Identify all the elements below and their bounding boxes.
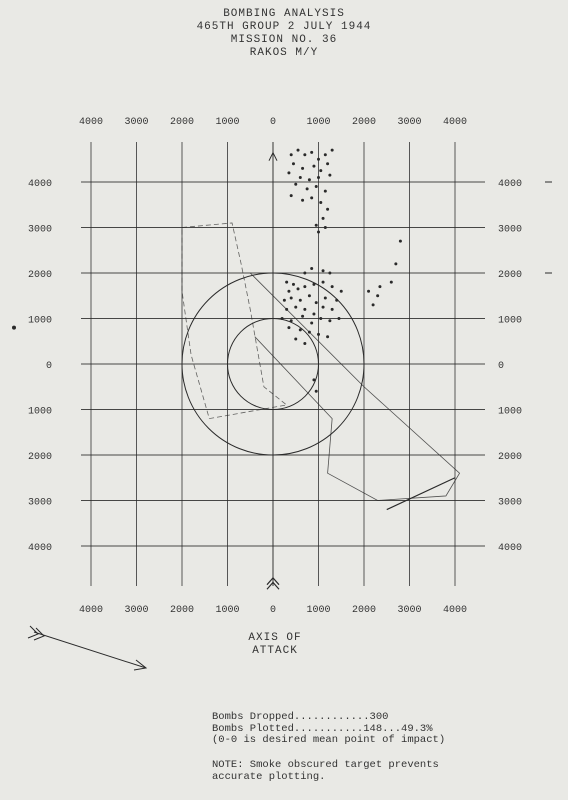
bomb-impact-point xyxy=(378,285,381,288)
x-tick-label-top: 4000 xyxy=(442,117,468,128)
bomb-impact-point xyxy=(301,167,304,170)
bombs-dropped: Bombs Dropped............300 xyxy=(212,711,389,723)
bomb-impact-point xyxy=(292,283,295,286)
plotting-note-line-1: NOTE: Smoke obscured target prevents xyxy=(212,759,439,771)
title-line-4: RAKOS M/Y xyxy=(249,47,319,59)
axis-of-attack-label-2: ATTACK xyxy=(252,645,298,657)
x-tick-label-bottom: 3000 xyxy=(124,605,149,616)
bomb-impact-point xyxy=(328,272,331,275)
x-tick-label-top: 2000 xyxy=(351,117,377,128)
y-tick-label-right: 4000 xyxy=(498,543,523,554)
x-tick-label-top: 4000 xyxy=(78,117,104,128)
bomb-impact-point xyxy=(294,183,297,186)
bomb-impact-point xyxy=(306,187,309,190)
y-tick-label-left: 2000 xyxy=(27,270,52,281)
bomb-impact-point xyxy=(285,281,288,284)
x-tick-label-top: 0 xyxy=(269,117,277,128)
y-tick-label-right: 4000 xyxy=(498,179,523,190)
bomb-impact-point xyxy=(285,308,288,311)
bomb-impact-point xyxy=(281,317,284,320)
y-tick-label-left: 3000 xyxy=(27,224,52,236)
bomb-impact-point xyxy=(287,290,290,293)
bomb-impact-point xyxy=(319,317,322,320)
bomb-impact-point xyxy=(287,326,290,329)
bomb-impact-point xyxy=(301,199,304,202)
bomb-impact-point xyxy=(312,283,315,286)
bomb-impact-point xyxy=(335,299,338,302)
bomb-impact-point xyxy=(310,196,313,199)
x-tick-label-bottom: 3000 xyxy=(397,605,422,616)
bomb-impact-point xyxy=(317,231,320,234)
bomb-impact-point xyxy=(310,267,313,270)
bomb-impact-point xyxy=(297,149,300,152)
bomb-stats xyxy=(212,712,445,747)
x-tick-label-top: 3000 xyxy=(397,117,422,128)
bomb-impact-point xyxy=(292,162,295,165)
bomb-impact-point xyxy=(376,294,379,297)
bomb-impact-point xyxy=(322,269,325,272)
plotting-note xyxy=(212,760,439,783)
x-tick-label-top: 3000 xyxy=(124,117,149,128)
bomb-impact-point xyxy=(315,185,318,188)
bomb-impact-point xyxy=(322,217,325,220)
bomb-impact-point xyxy=(308,178,311,181)
axis-of-attack-label-1: AXIS OF xyxy=(248,632,302,644)
bomb-impact-point xyxy=(287,171,290,174)
y-tick-label-left: 0 xyxy=(45,361,52,372)
bomb-impact-point xyxy=(303,342,306,345)
x-tick-label-bottom: 2000 xyxy=(169,605,195,616)
y-tick-label-left: 4000 xyxy=(27,179,52,190)
y-tick-label-left: 2000 xyxy=(27,452,52,463)
y-tick-label-right: 2000 xyxy=(498,452,523,463)
bomb-impact-point xyxy=(317,333,320,336)
bomb-impact-point xyxy=(367,290,370,293)
bomb-impact-point xyxy=(315,301,318,304)
x-tick-label-bottom: 4000 xyxy=(78,605,104,616)
bomb-impact-point xyxy=(317,158,320,161)
y-tick-label-right: 3000 xyxy=(498,497,523,509)
bomb-impact-point xyxy=(299,299,302,302)
bomb-impact-point xyxy=(322,281,325,284)
bomb-impact-point xyxy=(310,322,313,325)
title-line-1: BOMBING ANALYSIS xyxy=(223,8,345,20)
y-tick-label-right: 3000 xyxy=(498,224,523,236)
bomb-impact-point xyxy=(312,312,315,315)
bomb-impact-point xyxy=(340,290,343,293)
bomb-impact-point xyxy=(390,281,393,284)
bomb-impact-point xyxy=(310,151,313,154)
bomb-impact-point xyxy=(312,378,315,381)
bomb-impact-point xyxy=(315,224,318,227)
bomb-impact-point xyxy=(297,287,300,290)
bomb-impact-point xyxy=(326,162,329,165)
y-tick-label-right: 0 xyxy=(498,361,505,372)
y-tick-label-left: 1000 xyxy=(27,406,52,418)
bomb-impact-point xyxy=(290,194,293,197)
x-tick-label-top: 2000 xyxy=(169,117,195,128)
bomb-impact-point xyxy=(299,176,302,179)
x-tick-label-bottom: 4000 xyxy=(442,605,468,616)
y-tick-label-left: 4000 xyxy=(27,543,52,554)
x-tick-label-bottom: 0 xyxy=(269,605,277,616)
bomb-impact-point xyxy=(399,240,402,243)
corridor-edge-stroke xyxy=(387,478,455,510)
bomb-impact-point xyxy=(290,319,293,322)
bomb-impact-point xyxy=(331,285,334,288)
bomb-impact-point xyxy=(331,308,334,311)
bomb-impact-point xyxy=(294,306,297,309)
bomb-impact-point xyxy=(337,317,340,320)
bomb-impact-point xyxy=(324,297,327,300)
bomb-impact-point xyxy=(303,308,306,311)
attack-direction-arrow xyxy=(34,632,146,668)
bomb-impact-point xyxy=(290,297,293,300)
x-tick-label-top: 1000 xyxy=(306,117,331,128)
bomb-impact-point xyxy=(324,190,327,193)
y-tick-label-left: 3000 xyxy=(27,497,52,509)
bomb-impact-point xyxy=(317,176,320,179)
x-tick-label-bottom: 2000 xyxy=(351,605,377,616)
bomb-impact-point xyxy=(319,201,322,204)
bomb-impact-point xyxy=(372,303,375,306)
title-line-2: 465TH GROUP 2 JULY 1944 xyxy=(196,21,372,33)
mean-point-note: (0-0 is desired mean point of impact) xyxy=(212,734,446,746)
bomb-impact-point xyxy=(301,315,304,318)
bomb-impact-point xyxy=(303,285,306,288)
bomb-impact-point xyxy=(394,262,397,265)
approach-corridor-outline xyxy=(250,273,459,501)
bomb-impact-point xyxy=(319,169,322,172)
x-tick-label-bottom: 1000 xyxy=(306,605,331,616)
margin-mark xyxy=(12,326,16,330)
bomb-impact-point xyxy=(326,208,329,211)
bomb-impact-point xyxy=(328,319,331,322)
bombs-plotted: Bombs Plotted...........148...49.3% xyxy=(212,722,433,735)
bomb-impact-point xyxy=(328,174,331,177)
bomb-impact-point xyxy=(303,153,306,156)
bomb-impact-point xyxy=(299,328,302,331)
bomb-impact-point xyxy=(315,390,318,393)
bomb-impact-point xyxy=(331,149,334,152)
bomb-impact-point xyxy=(308,331,311,334)
target-outline xyxy=(182,223,287,419)
bomb-impact-point xyxy=(290,153,293,156)
y-tick-label-right: 2000 xyxy=(498,270,523,281)
x-tick-label-bottom: 1000 xyxy=(215,605,240,616)
y-tick-label-right: 1000 xyxy=(498,315,523,327)
bomb-impact-point xyxy=(326,335,329,338)
bomb-impact-point xyxy=(308,294,311,297)
bomb-impact-point xyxy=(294,337,297,340)
title-line-3: MISSION NO. 36 xyxy=(230,34,338,46)
y-tick-label-right: 1000 xyxy=(498,406,523,418)
bomb-impact-point xyxy=(324,226,327,229)
bomb-impact-point xyxy=(322,306,325,309)
x-tick-label-top: 1000 xyxy=(215,117,240,128)
bomb-impact-point xyxy=(283,299,286,302)
bomb-impact-point xyxy=(324,153,327,156)
bomb-impact-point xyxy=(312,165,315,168)
bomb-impact-point xyxy=(303,272,306,275)
plotting-note-line-2: accurate plotting. xyxy=(212,770,326,783)
y-tick-label-left: 1000 xyxy=(27,315,52,327)
